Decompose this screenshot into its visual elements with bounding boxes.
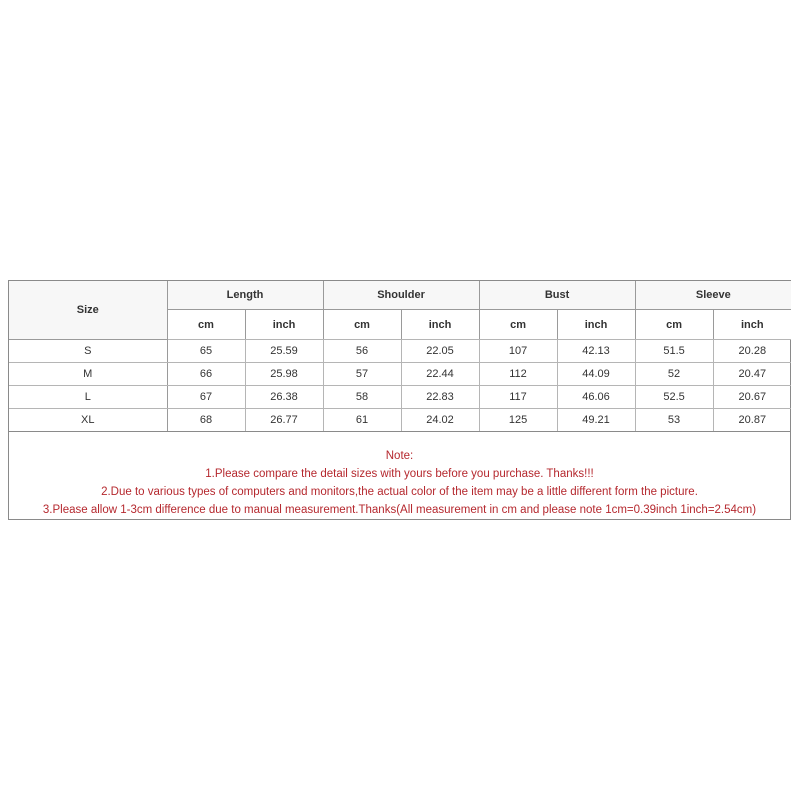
size-cell: XL (9, 409, 167, 432)
sleeve-cm-cell: 52.5 (635, 386, 713, 409)
length-cm-header: cm (167, 310, 245, 340)
sleeve-cm-cell: 51.5 (635, 340, 713, 363)
shoulder-cm-cell: 58 (323, 386, 401, 409)
bust-group-header: Bust (479, 281, 635, 310)
shoulder-inch-cell: 22.44 (401, 363, 479, 386)
sleeve-cm-header: cm (635, 310, 713, 340)
bust-cm-cell: 125 (479, 409, 557, 432)
table-row (9, 386, 791, 409)
bust-inch-header: inch (557, 310, 635, 340)
sleeve-inch-cell: 20.87 (713, 409, 791, 432)
size-chart (8, 280, 791, 520)
shoulder-inch-cell: 22.05 (401, 340, 479, 363)
length-inch-cell: 26.77 (245, 409, 323, 432)
size-cell: L (9, 386, 167, 409)
bust-cm-cell: 117 (479, 386, 557, 409)
sleeve-inch-header: inch (713, 310, 791, 340)
sleeve-inch-cell: 20.67 (713, 386, 791, 409)
shoulder-cm-header: cm (323, 310, 401, 340)
length-cm-cell: 67 (167, 386, 245, 409)
size-table (9, 281, 791, 432)
size-column-header: Size (9, 281, 167, 340)
length-inch-cell: 26.38 (245, 386, 323, 409)
length-cm-cell: 65 (167, 340, 245, 363)
bust-cm-cell: 112 (479, 363, 557, 386)
bust-inch-cell: 49.21 (557, 409, 635, 432)
shoulder-cm-cell: 61 (323, 409, 401, 432)
sleeve-inch-cell: 20.47 (713, 363, 791, 386)
bust-cm-cell: 107 (479, 340, 557, 363)
length-group-header: Length (167, 281, 323, 310)
shoulder-group-header: Shoulder (323, 281, 479, 310)
shoulder-cm-cell: 56 (323, 340, 401, 363)
length-cm-cell: 66 (167, 363, 245, 386)
shoulder-inch-header: inch (401, 310, 479, 340)
bust-inch-cell: 42.13 (557, 340, 635, 363)
length-inch-cell: 25.59 (245, 340, 323, 363)
notes-section (9, 447, 790, 519)
sleeve-inch-cell: 20.28 (713, 340, 791, 363)
table-row (9, 340, 791, 363)
notes-title: Note: (385, 450, 414, 462)
length-cm-cell: 68 (167, 409, 245, 432)
sleeve-group-header: Sleeve (635, 281, 791, 310)
shoulder-inch-cell: 24.02 (401, 409, 479, 432)
sleeve-cm-cell: 52 (635, 363, 713, 386)
note-line-3: 3.Please allow 1-3cm difference due to manual measurement.Thanks(All measurement in cm and please note 1cm=0.39inch 1inch=2.54cm) (42, 504, 757, 516)
bust-inch-cell: 46.06 (557, 386, 635, 409)
note-line-2: 2.Due to various types of computers and monitors,the actual color of the item may be a little different form the picture. (101, 486, 698, 498)
length-inch-cell: 25.98 (245, 363, 323, 386)
note-line-1: 1.Please compare the detail sizes with yours before you purchase. Thanks!!! (205, 468, 594, 480)
sleeve-cm-cell: 53 (635, 409, 713, 432)
bust-inch-cell: 44.09 (557, 363, 635, 386)
shoulder-inch-cell: 22.83 (401, 386, 479, 409)
length-inch-header: inch (245, 310, 323, 340)
size-cell: M (9, 363, 167, 386)
shoulder-cm-cell: 57 (323, 363, 401, 386)
bust-cm-header: cm (479, 310, 557, 340)
size-cell: S (9, 340, 167, 363)
table-row (9, 363, 791, 386)
table-row (9, 409, 791, 432)
